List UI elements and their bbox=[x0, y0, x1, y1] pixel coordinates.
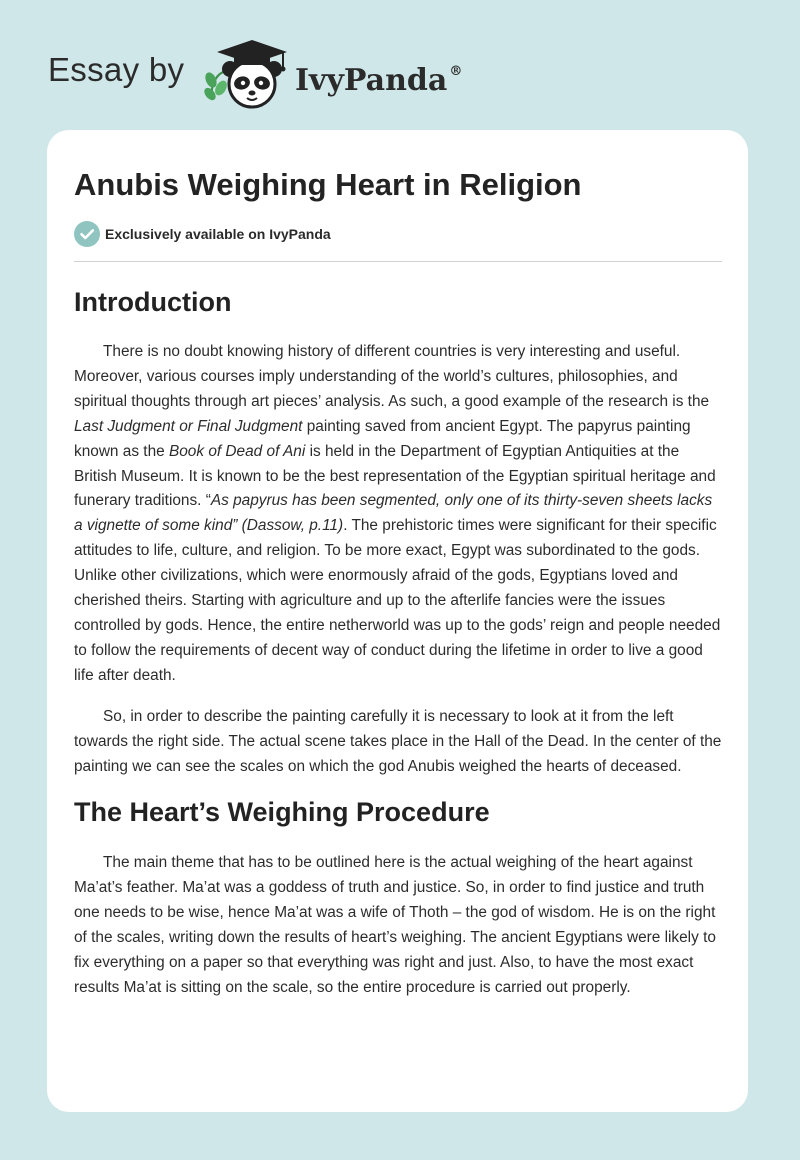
check-circle-icon bbox=[74, 221, 100, 247]
section-heading-introduction: Introduction bbox=[74, 287, 232, 317]
intro-paragraph-2: So, in order to describe the painting carefully it is necessary to look at it from the left towards the right side. The actual scene takes place in the Hall of the Dead. In the center of the painting we can see the scales on which the god Anubis weighed the hearts of deceased. bbox=[74, 707, 722, 775]
procedure-paragraph-1: The main theme that has to be outlined here is the actual weighing of the heart against Ma’at’s feather. Ma’at was a goddess of truth and justice. So, in order to find justice and truth one needs to be wise, hence Ma’at was a wife of Thoth – the god of wisdom. He is on the right of the scales, writing down the results of heart’s weighing. The ancient Egyptians were likely to fix everything on a paper so that everything was right and just. Also, to have the most exact results Ma’at is sitting on the scale, so the entire procedure is carried out properly. bbox=[74, 854, 716, 996]
divider bbox=[74, 261, 722, 262]
panda-graduate-logo-icon bbox=[201, 36, 293, 112]
exclusive-badge bbox=[74, 221, 722, 247]
essay-by-label: Essay by bbox=[48, 51, 185, 88]
page-title: Anubis Weighing Heart in Religion bbox=[74, 167, 582, 202]
exclusive-badge-label: Exclusively available on IvyPanda bbox=[105, 226, 331, 242]
intro-paragraph-1: There is no doubt knowing history of different countries is very interesting and useful. Moreover, various courses imply understanding of the world’s cultures, philosophies, and spiritual thoughts through art pieces’ analysis. As such, a good example of the research is the Last Judgment or Final Judgment painting saved from ancient Egypt. The papyrus painting known as the Book of Dead of Ani is held in the Department of Egyptian Antiquities at the British Museum. It is known to be the best representation of the Egyptian spiritual heritage and funerary traditions. “As papyrus has been segmented, only one of its thirty-seven sheets lacks a vignette of some kind” (Dassow, p.11). The prehistoric times were significant for their specific attitudes to life, culture, and religion. To be more exact, Egypt was subordinated to the gods. Unlike other civilizations, which were enormously afraid of the gods, Egyptians loved and cherished theirs. Starting with agriculture and up to the afterlife fancies were the issues controlled by gods. Hence, the entire netherworld was up to the gods’ reign and people needed to follow the requirements of decent way of conduct during the lifetime in order to live a good life after death. bbox=[74, 343, 721, 684]
registered-mark: ® bbox=[449, 64, 463, 79]
artwork-title-last-judgment: Last Judgment or Final Judgment bbox=[74, 417, 303, 435]
site-header-brand[interactable] bbox=[48, 36, 508, 112]
artwork-title-book-of-dead: Book of Dead of Ani bbox=[168, 442, 306, 460]
essay-card bbox=[47, 130, 748, 1112]
quotation-dassow: As papyrus has been segmented, only one of its thirty-seven sheets lacks a vignette of some kind” (Dassow, p.11) bbox=[74, 492, 713, 535]
ivypanda-brand-name: IvyPanda ® bbox=[295, 63, 463, 98]
section-heading-weighing-procedure: The Heart’s Weighing Procedure bbox=[74, 797, 490, 828]
